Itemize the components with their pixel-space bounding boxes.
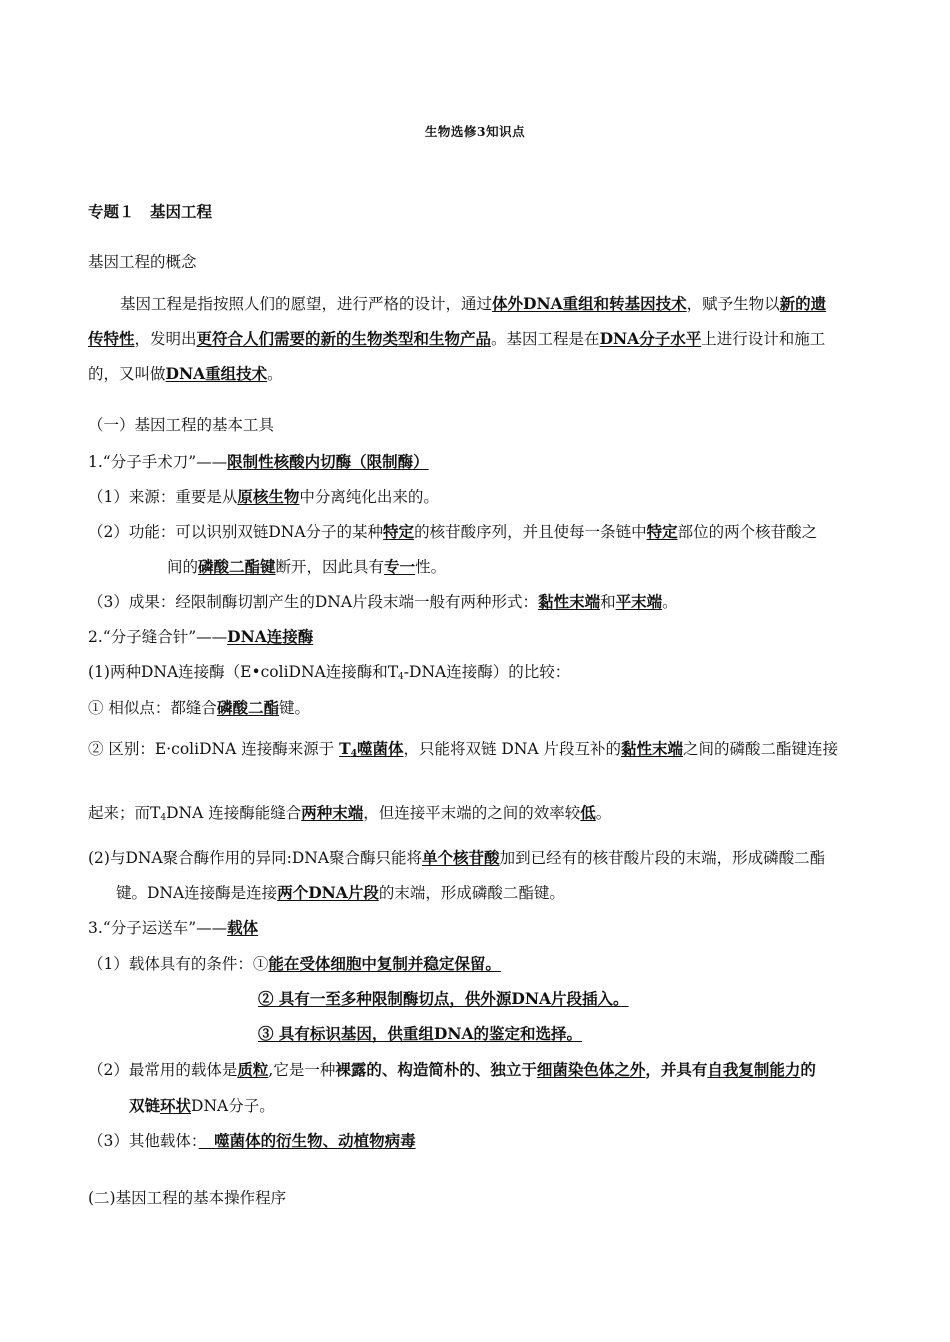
section-heading-procedure: (二)基因工程的基本操作程序 [88, 1189, 287, 1207]
section-heading-tools: （一）基因工程的基本工具 [88, 416, 275, 434]
item-3-plasmid-line-1: （2）最常用的载体是质粒,它是一种裸露的、构造简朴的、独立于细菌染色体之外，并具有自我复制能力的 [88, 1060, 816, 1079]
item-3-conditions-line-2: ② 具有一至多种限制酶切点，供外源DNA片段插入。 [258, 989, 629, 1008]
item-3-conditions-line-1: （1）载体具有的条件：①能在受体细胞中复制并稳定保留。 [88, 954, 501, 973]
item-1-function-line-2: 间的磷酸二酯键断开，因此具有专一性。 [167, 557, 447, 576]
concept-heading: 基因工程的概念 [88, 253, 197, 271]
document-title: 生物选修3知识点 [424, 124, 526, 139]
concept-paragraph-line-3: 的，又叫做DNA重组技术。 [88, 364, 283, 383]
concept-paragraph-line-2: 传特性，发明出更符合人们需要的新的生物类型和生物产品。基因工程是在DNA分子水平上进行设计和施工 [88, 329, 826, 348]
item-1-function-line-1: （2）功能：可以识别双链DNA分子的某种特定的核苷酸序列，并且使每一条链中特定部位的两个核苷酸之 [88, 522, 818, 541]
concept-paragraph-line-1: 基因工程是指按照人们的愿望，进行严格的设计，通过体外DNA重组和转基因技术，赋予生物以新的遗 [120, 294, 827, 313]
item-2-difference-line-2: 起来；而$T_4DNA$ 连接酶能缝合两种末端，但连接平末端的之间的效率较低。 [88, 803, 612, 823]
item-1-result: （3）成果：经限制酶切割产生的DNA片段末端一般有两种形式：黏性末端和平末端。 [88, 592, 678, 611]
item-3-plasmid-line-2: 双链环状DNA分子。 [129, 1096, 275, 1115]
item-1-heading: 1.“分子手术刀”——限制性核酸内切酶（限制酶） [88, 452, 429, 471]
item-2-heading: 2.“分子缝合针”——DNA连接酶 [88, 627, 314, 646]
item-3-heading: 3.“分子运送车”——载体 [88, 918, 259, 937]
item-3-other-vectors: （3）其他载体： 噬菌体的衍生物、动植物病毒 [88, 1131, 416, 1150]
item-1-source: （1）来源：重要是从原核生物中分离纯化出来的。 [88, 487, 439, 506]
chapter-heading: 专题１ 基因工程 [88, 202, 213, 221]
item-2-dna-polymerase-line-2: 键。DNA连接酶是连接两个DNA片段的末端，形成磷酸二酯键。 [116, 883, 565, 902]
item-2-comparison-heading: (1)两种DNA连接酶（E•coliDNA连接酶和$T_4$-DNA连接酶）的比较： [88, 663, 571, 682]
item-2-similarity: ① 相似点：都缝合磷酸二酯键。 [88, 698, 310, 717]
item-2-difference-line-1: ② 区别：E·coliDNA 连接酶来源于 $T_4$噬菌体，只能将双链 DNA 片段互补的黏性末端之间的磷酸二酯键连接 [88, 739, 839, 759]
item-3-conditions-line-3: ③ 具有标识基因，供重组DNA的鉴定和选择。 [258, 1024, 583, 1043]
item-2-dna-polymerase-line-1: (2)与DNA聚合酶作用的异同:DNA聚合酶只能将单个核苷酸加到已经有的核苷酸片段的末端，形成磷酸二酯 [88, 848, 826, 867]
